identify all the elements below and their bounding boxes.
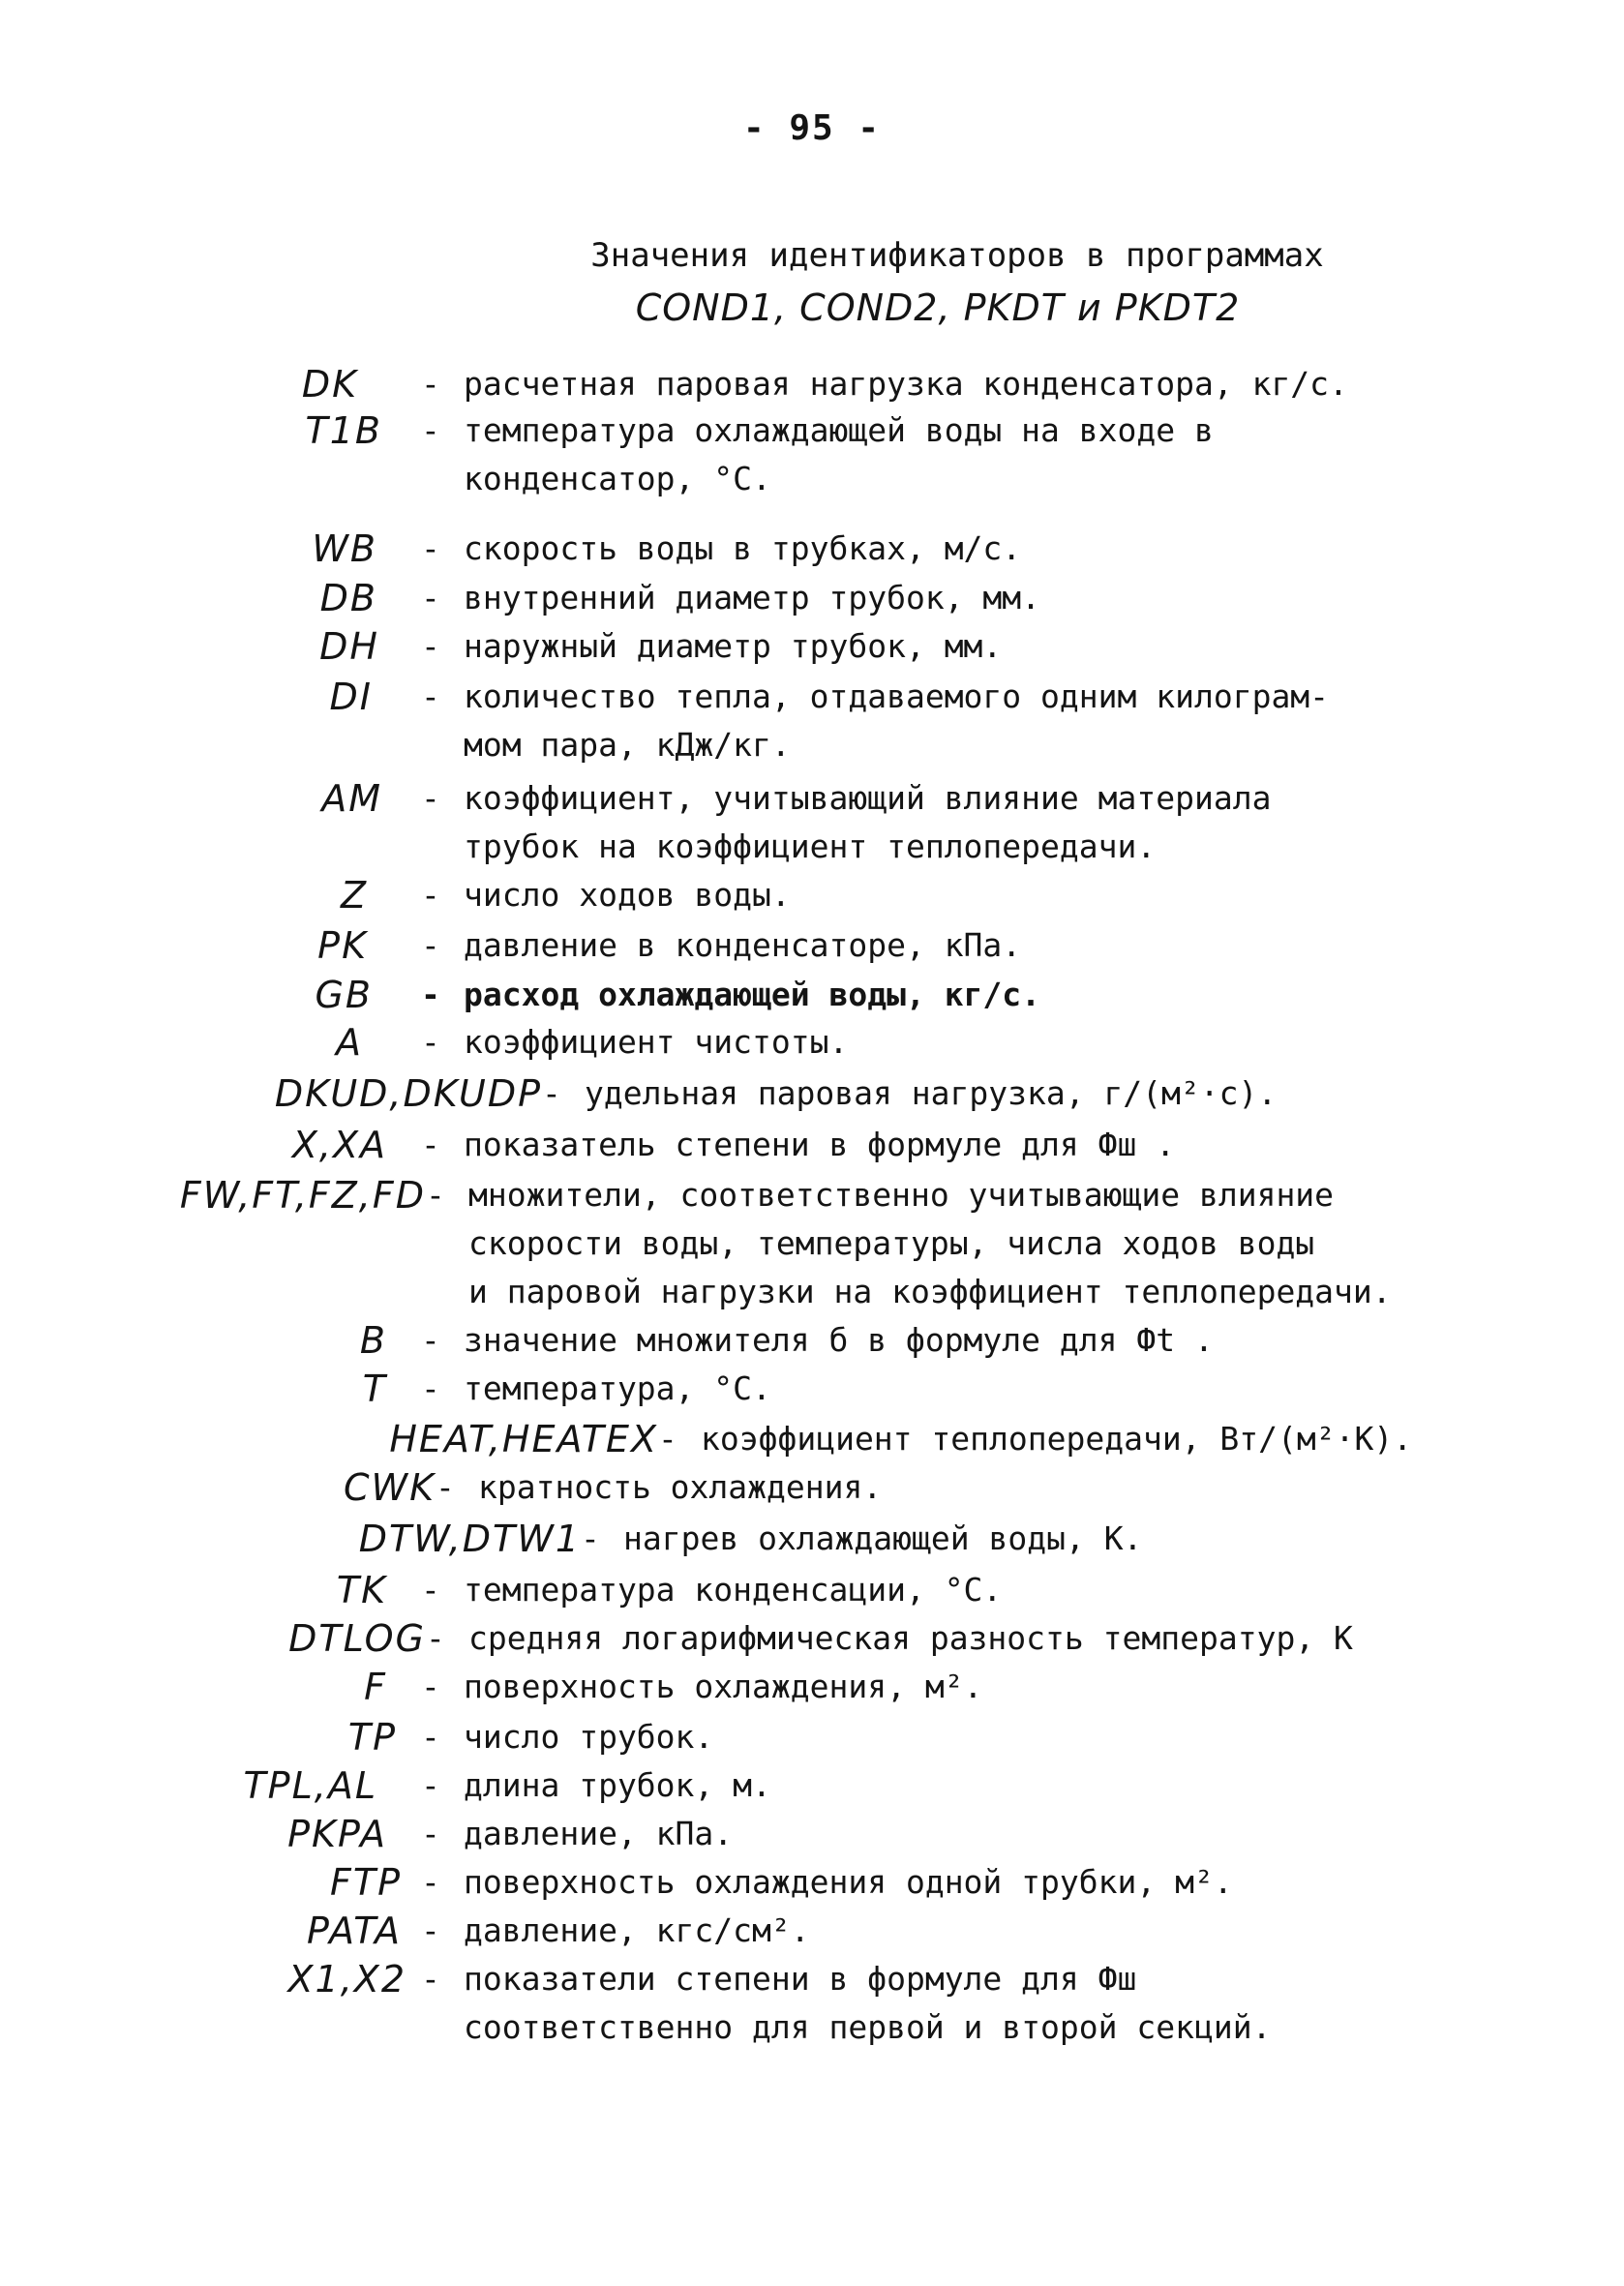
definition-dash: - (421, 1718, 440, 1756)
identifier-definition (436, 1463, 882, 1512)
identifier-definition (421, 774, 1271, 871)
definition-dash: - (426, 1176, 445, 1214)
identifier-definition (421, 1858, 1233, 1907)
definition-line: удельная паровая нагрузка, г/(м²·с). (585, 1074, 1278, 1112)
identifier-definition (658, 1415, 1412, 1463)
identifier-definition (421, 525, 1021, 573)
identifier-definition (421, 1761, 771, 1810)
definition-line: длина трубок, м. (464, 1766, 771, 1804)
definition-line: поверхность охлаждения, м². (464, 1668, 983, 1705)
definition-dash: - (421, 365, 440, 403)
identifier-definition (421, 1121, 1175, 1169)
definition-line: температура охлаждающей воды на входе в (464, 411, 1214, 449)
definition-dash: - (421, 1960, 440, 1998)
identifier-name: AM (321, 777, 382, 820)
identifier-definition (421, 1663, 982, 1711)
identifier-definition (421, 406, 1214, 503)
definition-line: коэффициент чистоты. (464, 1023, 849, 1061)
definition-dash: - (421, 779, 440, 817)
identifier-definition (421, 1907, 810, 1955)
definition-dash: - (421, 1911, 440, 1949)
identifier-definition (421, 360, 1348, 408)
identifier-name: DH (319, 625, 379, 668)
definition-dash: - (421, 1863, 440, 1901)
identifier-name: DTW,DTW1 (358, 1518, 581, 1560)
definition-dash: - (421, 1126, 440, 1163)
identifier-definition (421, 1566, 1002, 1614)
identifier-definition (421, 1316, 1214, 1365)
page-number: - 95 - (742, 108, 882, 148)
identifier-name: PKPA (287, 1813, 387, 1855)
identifier-definition (421, 1955, 1271, 2052)
definition-line: и паровой нагрузки на коэффициент теплопередачи. (468, 1273, 1392, 1310)
identifier-definition (421, 1365, 771, 1413)
identifier-name: TPL,AL (243, 1764, 377, 1807)
identifier-definition (421, 1713, 713, 1761)
identifier-name: Z (340, 874, 368, 917)
definition-dash: - (421, 529, 440, 567)
identifier-name: PATA (307, 1910, 402, 1952)
definition-line: давление в конденсаторе, кПа. (464, 926, 1022, 964)
definition-line: множители, соответственно учитывающие влияние (468, 1176, 1335, 1214)
definition-dash: - (542, 1074, 561, 1112)
definition-line: расчетная паровая нагрузка конденсатора, кг/с. (464, 365, 1348, 403)
definition-line: коэффициент, учитывающий влияние материала (464, 779, 1272, 817)
identifier-name: B (359, 1319, 387, 1362)
definition-dash: - (421, 926, 440, 964)
definition-dash: - (421, 677, 440, 715)
definition-dash: - (581, 1519, 600, 1557)
identifier-definition (421, 673, 1329, 769)
identifier-name: DB (319, 577, 377, 619)
definition-line: значение множителя б в формуле для Фt . (464, 1321, 1214, 1359)
definition-line: давление, кгс/см². (464, 1911, 810, 1949)
identifier-name: DTLOG (288, 1617, 426, 1660)
identifier-name: F (364, 1666, 387, 1708)
definition-line: температура конденсации, °С. (464, 1571, 1003, 1609)
definition-line: трубок на коэффициент теплопередачи. (464, 827, 1157, 865)
definition-dash: - (421, 1369, 440, 1407)
identifier-name: DK (301, 363, 358, 406)
definition-dash: - (421, 1815, 440, 1852)
identifier-name: TP (347, 1716, 397, 1759)
definition-line: количество тепла, отдаваемого одним килограм- (464, 677, 1330, 715)
identifier-definition (421, 921, 1021, 970)
identifier-name: T (362, 1368, 387, 1410)
definition-dash: - (421, 976, 440, 1013)
definition-line: поверхность охлаждения одной трубки, м². (464, 1863, 1233, 1901)
definition-line: наружный диаметр трубок, мм. (464, 627, 1003, 665)
identifier-definition (426, 1614, 1353, 1663)
identifier-definition (421, 622, 1002, 671)
definition-line: скорость воды в трубках, м/с. (464, 529, 1022, 567)
definition-dash: - (421, 1571, 440, 1609)
identifier-name: FW,FT,FZ,FD (179, 1174, 426, 1217)
definition-line: показатели степени в формуле для Фш (464, 1960, 1137, 1998)
definition-line: конденсатор, °С. (464, 460, 771, 497)
definition-dash: - (421, 627, 440, 665)
identifier-name: DI (329, 676, 373, 718)
definition-line: внутренний диаметр трубок, мм. (464, 579, 1041, 617)
identifier-name: A (336, 1021, 363, 1064)
definition-line: коэффициент теплопередачи, Вт/(м²·К). (701, 1420, 1413, 1458)
definition-line: нагрев охлаждающей воды, К. (623, 1519, 1143, 1557)
identifier-definition (581, 1515, 1142, 1563)
definition-line: скорости воды, температуры, числа ходов воды (468, 1224, 1315, 1262)
identifier-definition (421, 1018, 848, 1067)
identifier-name: FTP (330, 1861, 402, 1904)
identifier-definition (426, 1171, 1392, 1316)
definition-line: мом пара, кДж/кг. (464, 726, 791, 764)
definition-dash: - (436, 1468, 455, 1506)
identifier-name: TK (336, 1569, 387, 1611)
definition-dash: - (426, 1619, 445, 1657)
definition-dash: - (421, 579, 440, 617)
identifier-definition (421, 971, 1040, 1019)
definition-line: расход охлаждающей воды, кг/с. (464, 976, 1041, 1013)
definition-dash: - (421, 411, 440, 449)
page-heading (0, 230, 1624, 333)
identifier-name: HEAT,HEATEX (389, 1418, 658, 1460)
definition-line: соответственно для первой и второй секций. (464, 2008, 1272, 2046)
definition-dash: - (421, 1321, 440, 1359)
identifier-definition (421, 574, 1040, 622)
identifier-definition (421, 871, 791, 919)
heading-title: Значения идентификаторов в программах (590, 236, 1324, 275)
definition-dash: - (421, 1023, 440, 1061)
definition-dash: - (658, 1420, 677, 1458)
identifier-name: DKUD,DKUDP (274, 1072, 542, 1115)
definition-line: кратность охлаждения. (478, 1468, 883, 1506)
identifier-definition (421, 1810, 733, 1858)
identifier-name: GB (315, 974, 373, 1016)
heading-programs: COND1, COND2, PKDT и PKDT2 (635, 286, 1241, 329)
identifier-name: X1,X2 (287, 1958, 406, 2000)
definition-dash: - (421, 876, 440, 914)
identifier-name: PK (317, 924, 368, 967)
identifier-name: CWK (343, 1466, 436, 1509)
definition-line: давление, кПа. (464, 1815, 734, 1852)
definition-dash: - (421, 1766, 440, 1804)
definition-dash: - (421, 1668, 440, 1705)
definition-line: средняя логарифмическая разность температур, К (468, 1619, 1353, 1657)
definition-line: число трубок. (464, 1718, 714, 1756)
definition-line: температура, °С. (464, 1369, 771, 1407)
definition-line: число ходов воды. (464, 876, 791, 914)
identifier-definition (542, 1069, 1277, 1118)
identifier-name: WB (312, 527, 377, 570)
identifier-name: T1B (305, 409, 382, 452)
identifier-name: X,XA (291, 1124, 387, 1166)
definition-line: показатель степени в формуле для Фш . (464, 1126, 1176, 1163)
